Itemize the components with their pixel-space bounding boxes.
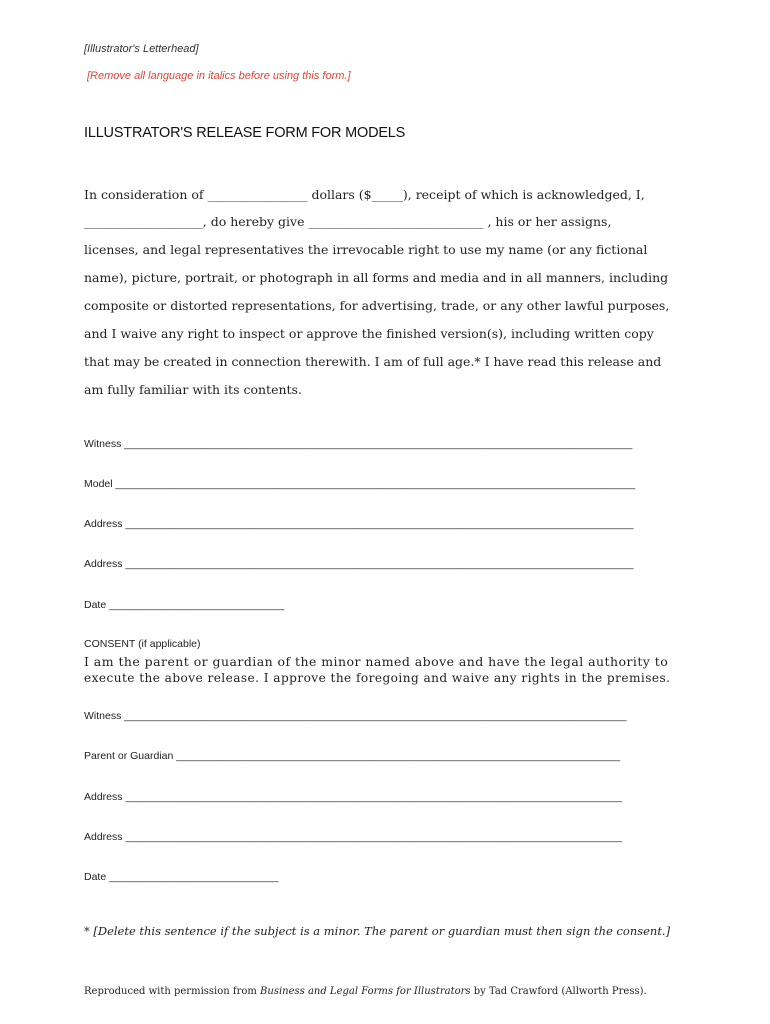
release-line-3: licenses, and legal representatives the irrevocable right to use my name (or any fictional	[84, 242, 648, 257]
witness-signature-line[interactable]: Witness _______________________________________________________________________________________	[84, 438, 633, 450]
credit-book-title: Business and Legal Forms for Illustrators	[260, 986, 471, 997]
remove-italics-note: [Remove all language in italics before using this form.]	[87, 70, 351, 82]
consent-address-line-1[interactable]: Address _____________________________________________________________________________________	[84, 791, 622, 803]
address-line-1[interactable]: Address _______________________________________________________________________________________	[84, 518, 634, 530]
footnote: * [Delete this sentence if the subject is a minor. The parent or guardian must then sign the consent.]	[84, 924, 671, 938]
letterhead-placeholder: [Illustrator's Letterhead]	[84, 43, 199, 55]
release-line-1: In consideration of ________________ dollars ($_____), receipt of which is acknowledged, I,	[84, 187, 645, 202]
consent-text-line-1: I am the parent or guardian of the minor named above and have the legal authority to	[84, 654, 669, 669]
reproduction-credit	[84, 986, 647, 997]
address-line-2[interactable]: Address _______________________________________________________________________________________	[84, 558, 634, 570]
consent-date-line[interactable]: Date _____________________________	[84, 871, 279, 883]
model-signature-line[interactable]: Model _________________________________________________________________________________________	[84, 478, 636, 490]
release-line-8: am fully familiar with its contents.	[84, 382, 302, 397]
credit-suffix: by Tad Crawford (Allworth Press).	[470, 986, 647, 997]
parent-guardian-signature-line[interactable]: Parent or Guardian ____________________________________________________________________________	[84, 750, 621, 762]
form-title: ILLUSTRATOR'S RELEASE FORM FOR MODELS	[84, 125, 406, 141]
consent-witness-line[interactable]: Witness ______________________________________________________________________________________	[84, 710, 627, 722]
credit-prefix: Reproduced with permission from	[84, 986, 261, 997]
release-line-6: and I waive any right to inspect or approve the finished version(s), including written copy	[84, 326, 654, 341]
consent-heading: CONSENT (if applicable)	[84, 638, 201, 650]
consent-address-line-2[interactable]: Address _____________________________________________________________________________________	[84, 831, 622, 843]
release-line-7: that may be created in connection therewith. I am of full age.* I have read this release and	[84, 354, 662, 369]
date-line[interactable]: Date ______________________________	[84, 599, 285, 611]
release-line-5: composite or distorted representations, for advertising, trade, or any other lawful purposes,	[84, 298, 670, 313]
consent-text-line-2: execute the above release. I approve the foregoing and waive any rights in the premises.	[84, 670, 671, 685]
release-line-2: ___________________, do hereby give ____________________________ , his or her assigns,	[84, 214, 612, 229]
release-line-4: name), picture, portrait, or photograph in all forms and media and in all manners, including	[84, 270, 669, 285]
